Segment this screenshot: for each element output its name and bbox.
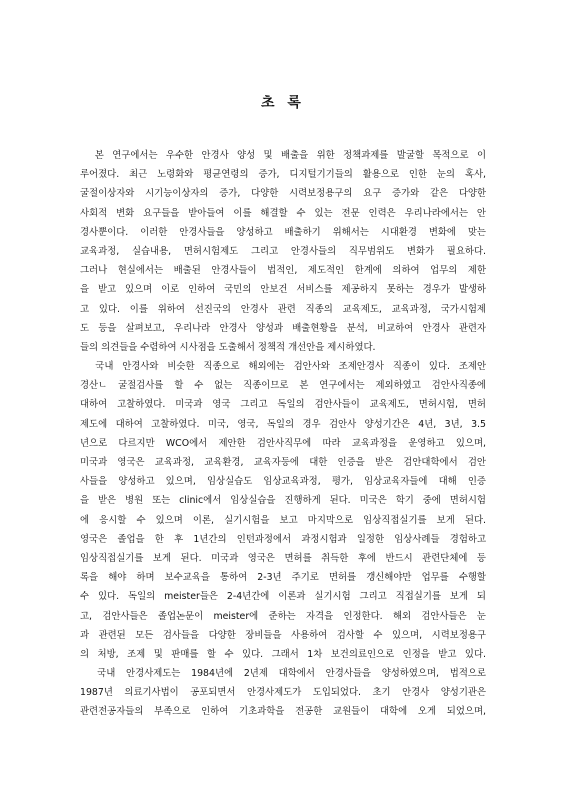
abstract-line: 국내 안경사제도는 1984년에 2년제 대학에서 안경사들을 양성하였으며, 법적으로 bbox=[80, 668, 486, 680]
abstract-line: 경산ㄴ 굴절검사를 할 수 없는 직종이므로 본 연구에서는 제외하였고 검안사직종에 bbox=[80, 380, 486, 392]
abstract-line: 제도에 대하여 고찰하였다. 미국, 영국, 독일의 경우 검안사 양성기간은 4년, 3년, 3.5 bbox=[80, 418, 486, 430]
abstract-line: 도 등을 살펴보고, 우리나라 안경사 양성과 배출현황을 분석, 비교하여 안경사 관련자 bbox=[80, 322, 486, 334]
abstract-line: 에 응시할 수 있으며 이론, 실기시험을 보고 마지막으로 임상직접실기를 보게 된다. bbox=[80, 514, 486, 526]
abstract-line: 관련전공자들의 부족으로 인하여 기초과학을 전공한 교원들이 대학에 오게 되었으며, bbox=[80, 706, 486, 718]
abstract-line: 록을 해야 하며 보수교육을 통하여 2-3년 주기로 면허를 갱신해야만 업무를 수행할 bbox=[80, 572, 486, 584]
abstract-line: 루어졌다. 최근 노령화와 평균연령의 증가, 디지털기기들의 활용으로 인한 눈의 혹사, bbox=[80, 169, 486, 181]
abstract-line: 고 있다. 이를 위하여 선진국의 안경사 관련 직종의 교육제도, 교육과정, 국가시험제 bbox=[80, 303, 486, 315]
abstract-line: 과 관련된 모든 검사들을 다양한 장비들을 사용하여 검사할 수 있으며, 시력보정용구 bbox=[80, 629, 486, 641]
abstract-line: 교육과정, 실습내용, 면허시험제도 그리고 안경사들의 직무범위도 변화가 필요하다. bbox=[80, 245, 486, 257]
abstract-line: 1987년 의료기사법이 공포되면서 안경사제도가 도입되었다. 초기 안경사 양성기관은 bbox=[80, 687, 486, 699]
abstract-line: 임상직접실기를 보게 된다. 미국과 영국은 면허를 취득한 후에 반드시 관련단체에 등 bbox=[80, 552, 486, 564]
abstract-line: 들의 의견들을 수렴하여 시사점을 도출해서 정책적 개선안을 제시하였다. bbox=[80, 341, 376, 353]
abstract-line: 수 있다. 독일의 meister들은 2-4년간에 이론과 실기시험 그리고 직접실기를 보게 되 bbox=[80, 591, 486, 603]
abstract-line: 년으로 다르지만 WCO에서 제안한 검안사직무에 따라 교육과정을 운영하고 있으며, bbox=[80, 437, 486, 449]
abstract-line: 을 받고 있으며 이로 인하여 국민의 안보건 서비스를 제공하지 못하는 경우가 발생하 bbox=[80, 284, 486, 296]
abstract-line: 영국은 졸업을 한 후 1년간의 인턴과정에서 과정시험과 일정한 임상사례들 경험하고 bbox=[80, 533, 486, 545]
abstract-line: 사회적 변화 요구들을 받아들여 이를 해결할 수 있는 전문 인력은 우리나라에서는 안 bbox=[80, 207, 486, 219]
abstract-line: 대하여 고찰하였다. 미국과 영국 그리고 독일의 검안사들이 교육제도, 면허시험, 면허 bbox=[80, 399, 486, 411]
abstract-line: 국내 안경사와 비슷한 직종으로 해외에는 검안사와 조제안경사 직종이 있다. 조제안 bbox=[80, 361, 486, 373]
abstract-line: 을 받은 병원 또는 clinic에서 임상실습을 진행하게 된다. 미국은 학기 중에 면허시험 bbox=[80, 495, 486, 507]
abstract-line: 고, 검안사들은 졸업논문이 meister에 준하는 자격을 인정한다. 해외 검안사들은 눈 bbox=[80, 610, 486, 622]
abstract-line: 본 연구에서는 우수한 안경사 양성 및 배출을 위한 정책과제를 발굴할 목적으로 이 bbox=[80, 150, 486, 161]
abstract-line: 의 처방, 조제 및 판매를 할 수 있다. 그래서 1차 보건의료인으로 인정을 받고 있다. bbox=[80, 648, 486, 660]
abstract-line: 사들을 양성하고 있으며, 임상실습도 임상교육과정, 평가, 임상교육자들에 대해 인증 bbox=[80, 476, 486, 488]
page-title: 초 록 bbox=[261, 95, 305, 111]
abstract-line: 미국과 영국은 교육과정, 교육환경, 교육자등에 대한 인증을 받은 검안대학에서 검안 bbox=[80, 457, 486, 468]
abstract-line: 굴절이상자와 시기능이상자의 증가, 다양한 시력보정용구의 요구 증가와 같은 다양한 bbox=[80, 188, 486, 200]
abstract-body bbox=[80, 146, 486, 722]
abstract-line: 경사뿐이다. 이러한 안경사들을 양성하고 배출하기 위해서는 시대환경 변화에 맞는 bbox=[80, 226, 486, 238]
abstract-line: 그러나 현실에서는 배출된 안경사들이 법적인, 제도적인 한계에 의하여 업무의 제한 bbox=[80, 265, 486, 277]
